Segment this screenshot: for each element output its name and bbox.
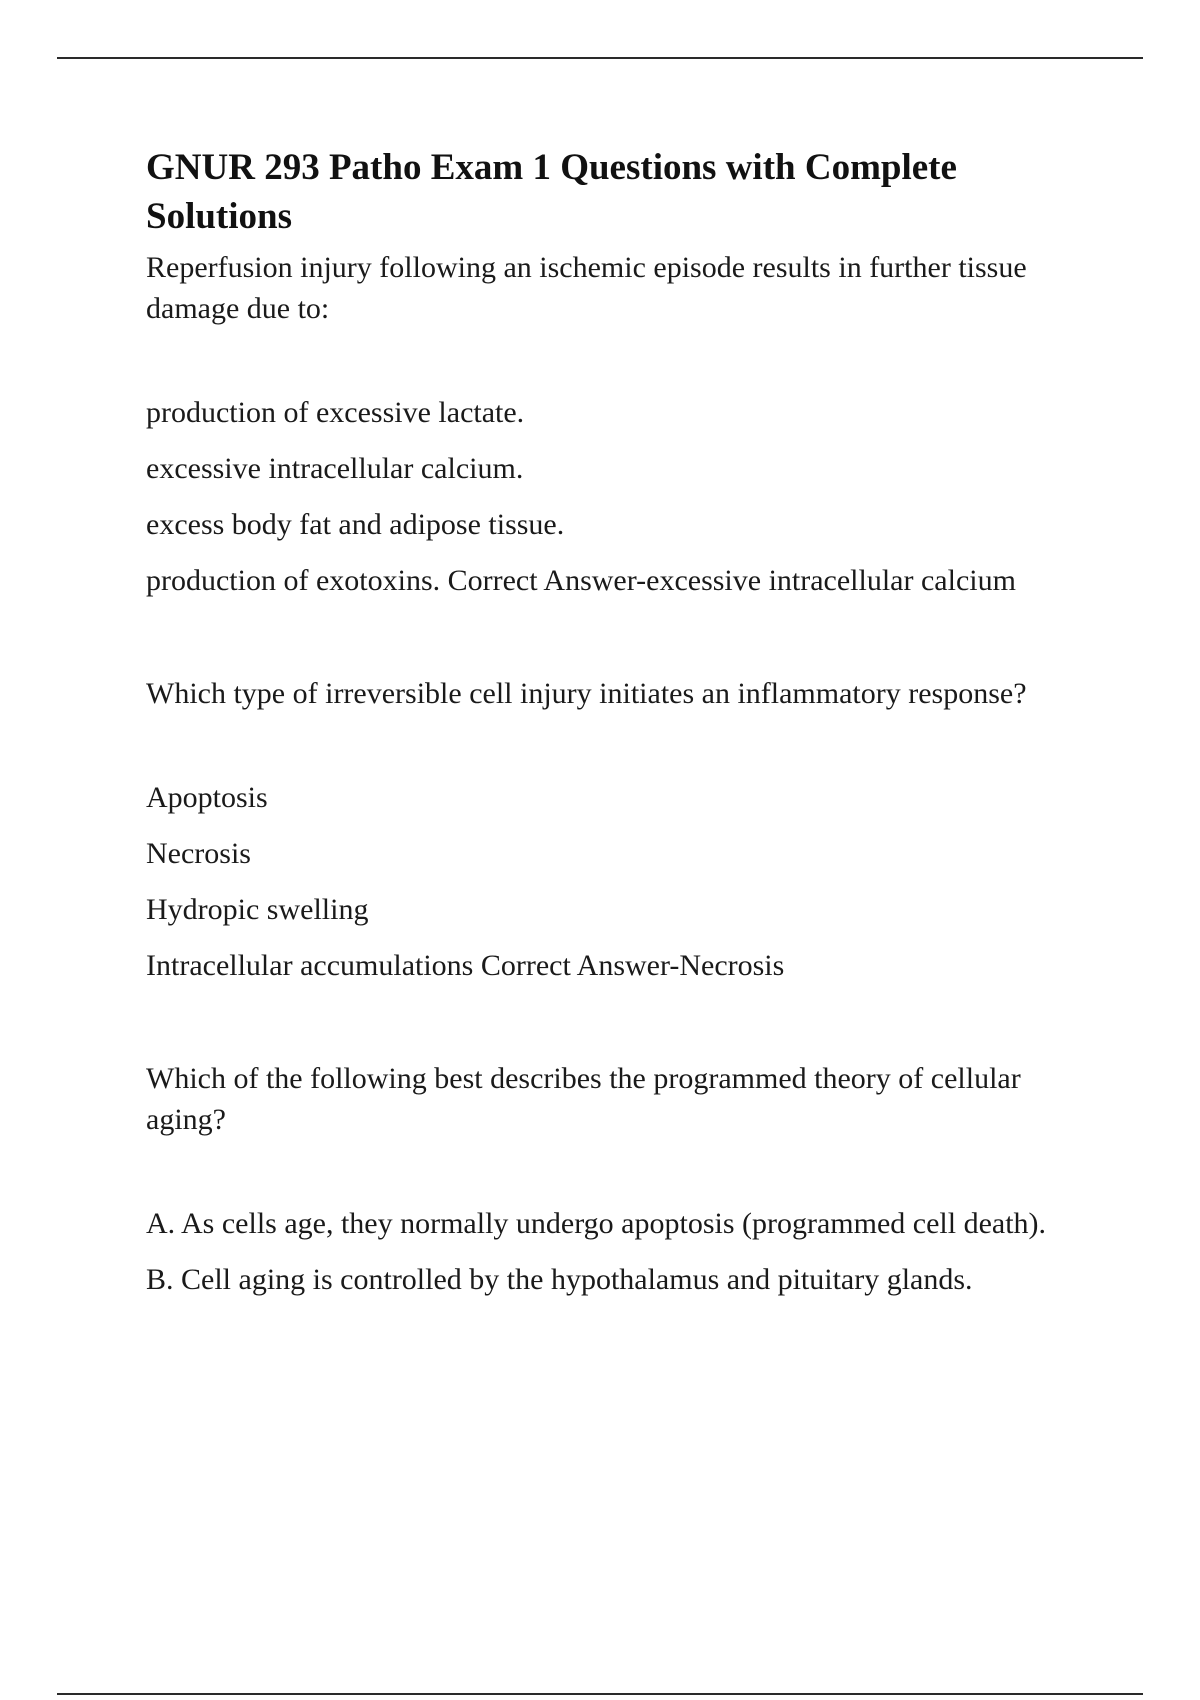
document-title: GNUR 293 Patho Exam 1 Questions with Complete Solutions: [146, 147, 957, 237]
question-2-option-4: Intracellular accumulations Correct Answer-Necrosis: [146, 949, 785, 982]
bottom-divider: [57, 1693, 1143, 1695]
question-2-text: Which type of irreversible cell injury initiates an inflammatory response?: [146, 677, 1027, 710]
question-3-option-b: B. Cell aging is controlled by the hypothalamus and pituitary glands.: [146, 1263, 973, 1296]
question-2-option-1: Apoptosis: [146, 781, 268, 814]
document-body: [146, 143, 1106, 1300]
question-3-option-a: A. As cells age, they normally undergo apoptosis (programmed cell death).: [146, 1207, 1047, 1240]
question-1-text: Reperfusion injury following an ischemic episode results in further tissue damage due to:: [146, 251, 1027, 325]
question-2-option-3: Hydropic swelling: [146, 893, 369, 926]
question-1-option-3: excess body fat and adipose tissue.: [146, 508, 565, 541]
top-divider: [57, 57, 1143, 59]
question-1-option-1: production of excessive lactate.: [146, 396, 525, 429]
question-1-option-2: excessive intracellular calcium.: [146, 452, 524, 485]
question-3-text: Which of the following best describes the programmed theory of cellular aging?: [146, 1062, 1021, 1136]
question-1-option-4: production of exotoxins. Correct Answer-excessive intracellular calcium: [146, 564, 1016, 597]
question-2-option-2: Necrosis: [146, 837, 251, 870]
